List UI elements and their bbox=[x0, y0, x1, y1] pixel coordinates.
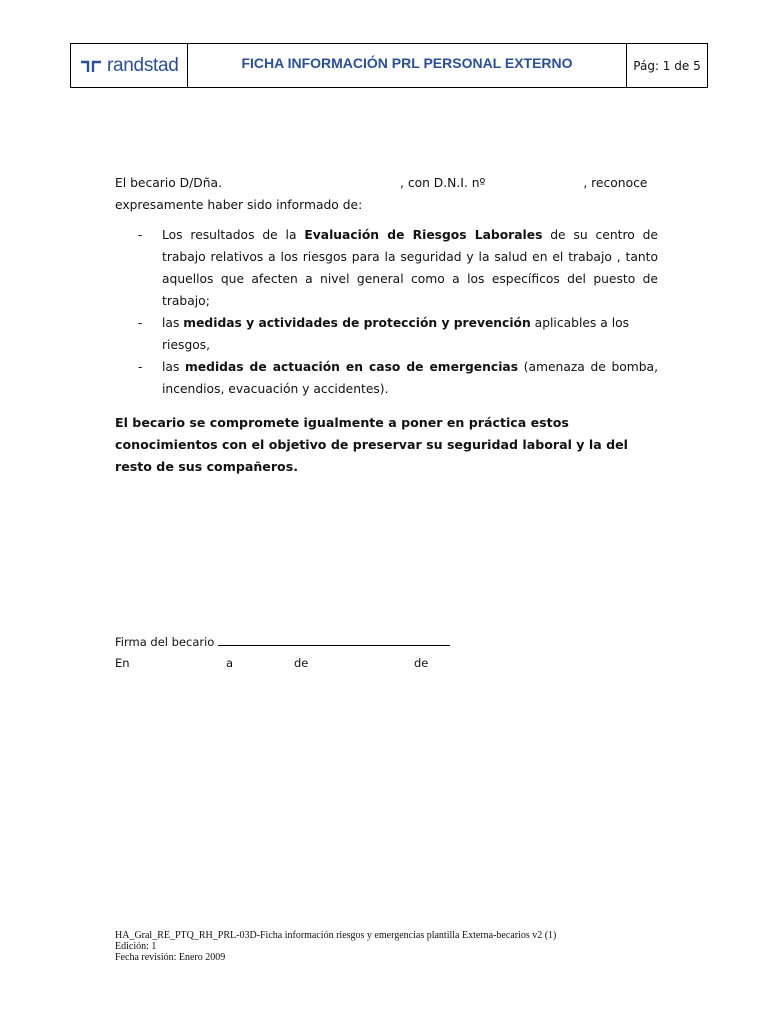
bullet-marker: - bbox=[138, 228, 143, 242]
document-header bbox=[70, 43, 708, 88]
document-body bbox=[115, 172, 658, 478]
bullet-marker: - bbox=[138, 316, 143, 330]
list-item bbox=[115, 224, 658, 312]
intro-becario-label: El becario D/Dña. bbox=[115, 176, 222, 190]
intro-line-2: expresamente haber sido informado de: bbox=[115, 198, 363, 212]
date-en-label: En bbox=[115, 656, 130, 670]
list-item-text: las medidas y actividades de protección y prevención aplicables a los riesgos, bbox=[162, 316, 630, 352]
randstad-logo-icon bbox=[80, 59, 102, 73]
document-footer bbox=[115, 930, 556, 963]
intro-reconoce: , reconoce bbox=[583, 176, 648, 190]
date-de-label-1: de bbox=[294, 656, 309, 670]
list-item bbox=[115, 312, 658, 356]
intro-dni-label: , con D.N.I. nº bbox=[400, 176, 486, 190]
date-de-label-2: de bbox=[414, 656, 429, 670]
signature-block bbox=[115, 631, 450, 674]
company-logo bbox=[71, 44, 188, 87]
list-item bbox=[115, 356, 658, 400]
footer-edition: Edición: 1 bbox=[115, 941, 157, 952]
signature-label: Firma del becario bbox=[115, 635, 215, 649]
bullet-marker: - bbox=[138, 360, 143, 374]
date-place-line bbox=[115, 653, 445, 674]
date-a-label: a bbox=[226, 656, 234, 670]
commitment-paragraph: El becario se compromete igualmente a poner en práctica estos conocimientos con el objetivo de preservar su seguridad laboral y la del resto de sus compañeros. bbox=[115, 415, 628, 474]
footer-revision-date: Fecha revisión: Enero 2009 bbox=[115, 952, 226, 963]
list-item-text: Los resultados de la Evaluación de Riesgos Laborales de su centro de trabajo relativos a los riesgos para la seguridad y la salud en el trabajo , tanto aquellos que afecten a nivel general como a los específicos del puesto de trabajo; bbox=[162, 228, 659, 308]
logo-text: randstad bbox=[107, 54, 179, 76]
page-number: Pág: 1 de 5 bbox=[633, 58, 701, 73]
signature-field[interactable] bbox=[218, 631, 450, 646]
footer-filename: HA_Gral_RE_PTQ_RH_PRL-03D-Ficha información riesgos y emergencias plantilla Externa-becarios v2 (1) bbox=[115, 930, 557, 941]
document-title-cell bbox=[188, 44, 627, 87]
document-title: FICHA INFORMACIÓN PRL PERSONAL EXTERNO bbox=[241, 54, 573, 71]
list-item-text: las medidas de actuación en caso de emergencias (amenaza de bomba, incendios, evacuación y accidentes). bbox=[162, 360, 658, 396]
intro-line-1 bbox=[115, 172, 658, 194]
info-list bbox=[115, 224, 658, 400]
signature-line bbox=[115, 631, 450, 653]
